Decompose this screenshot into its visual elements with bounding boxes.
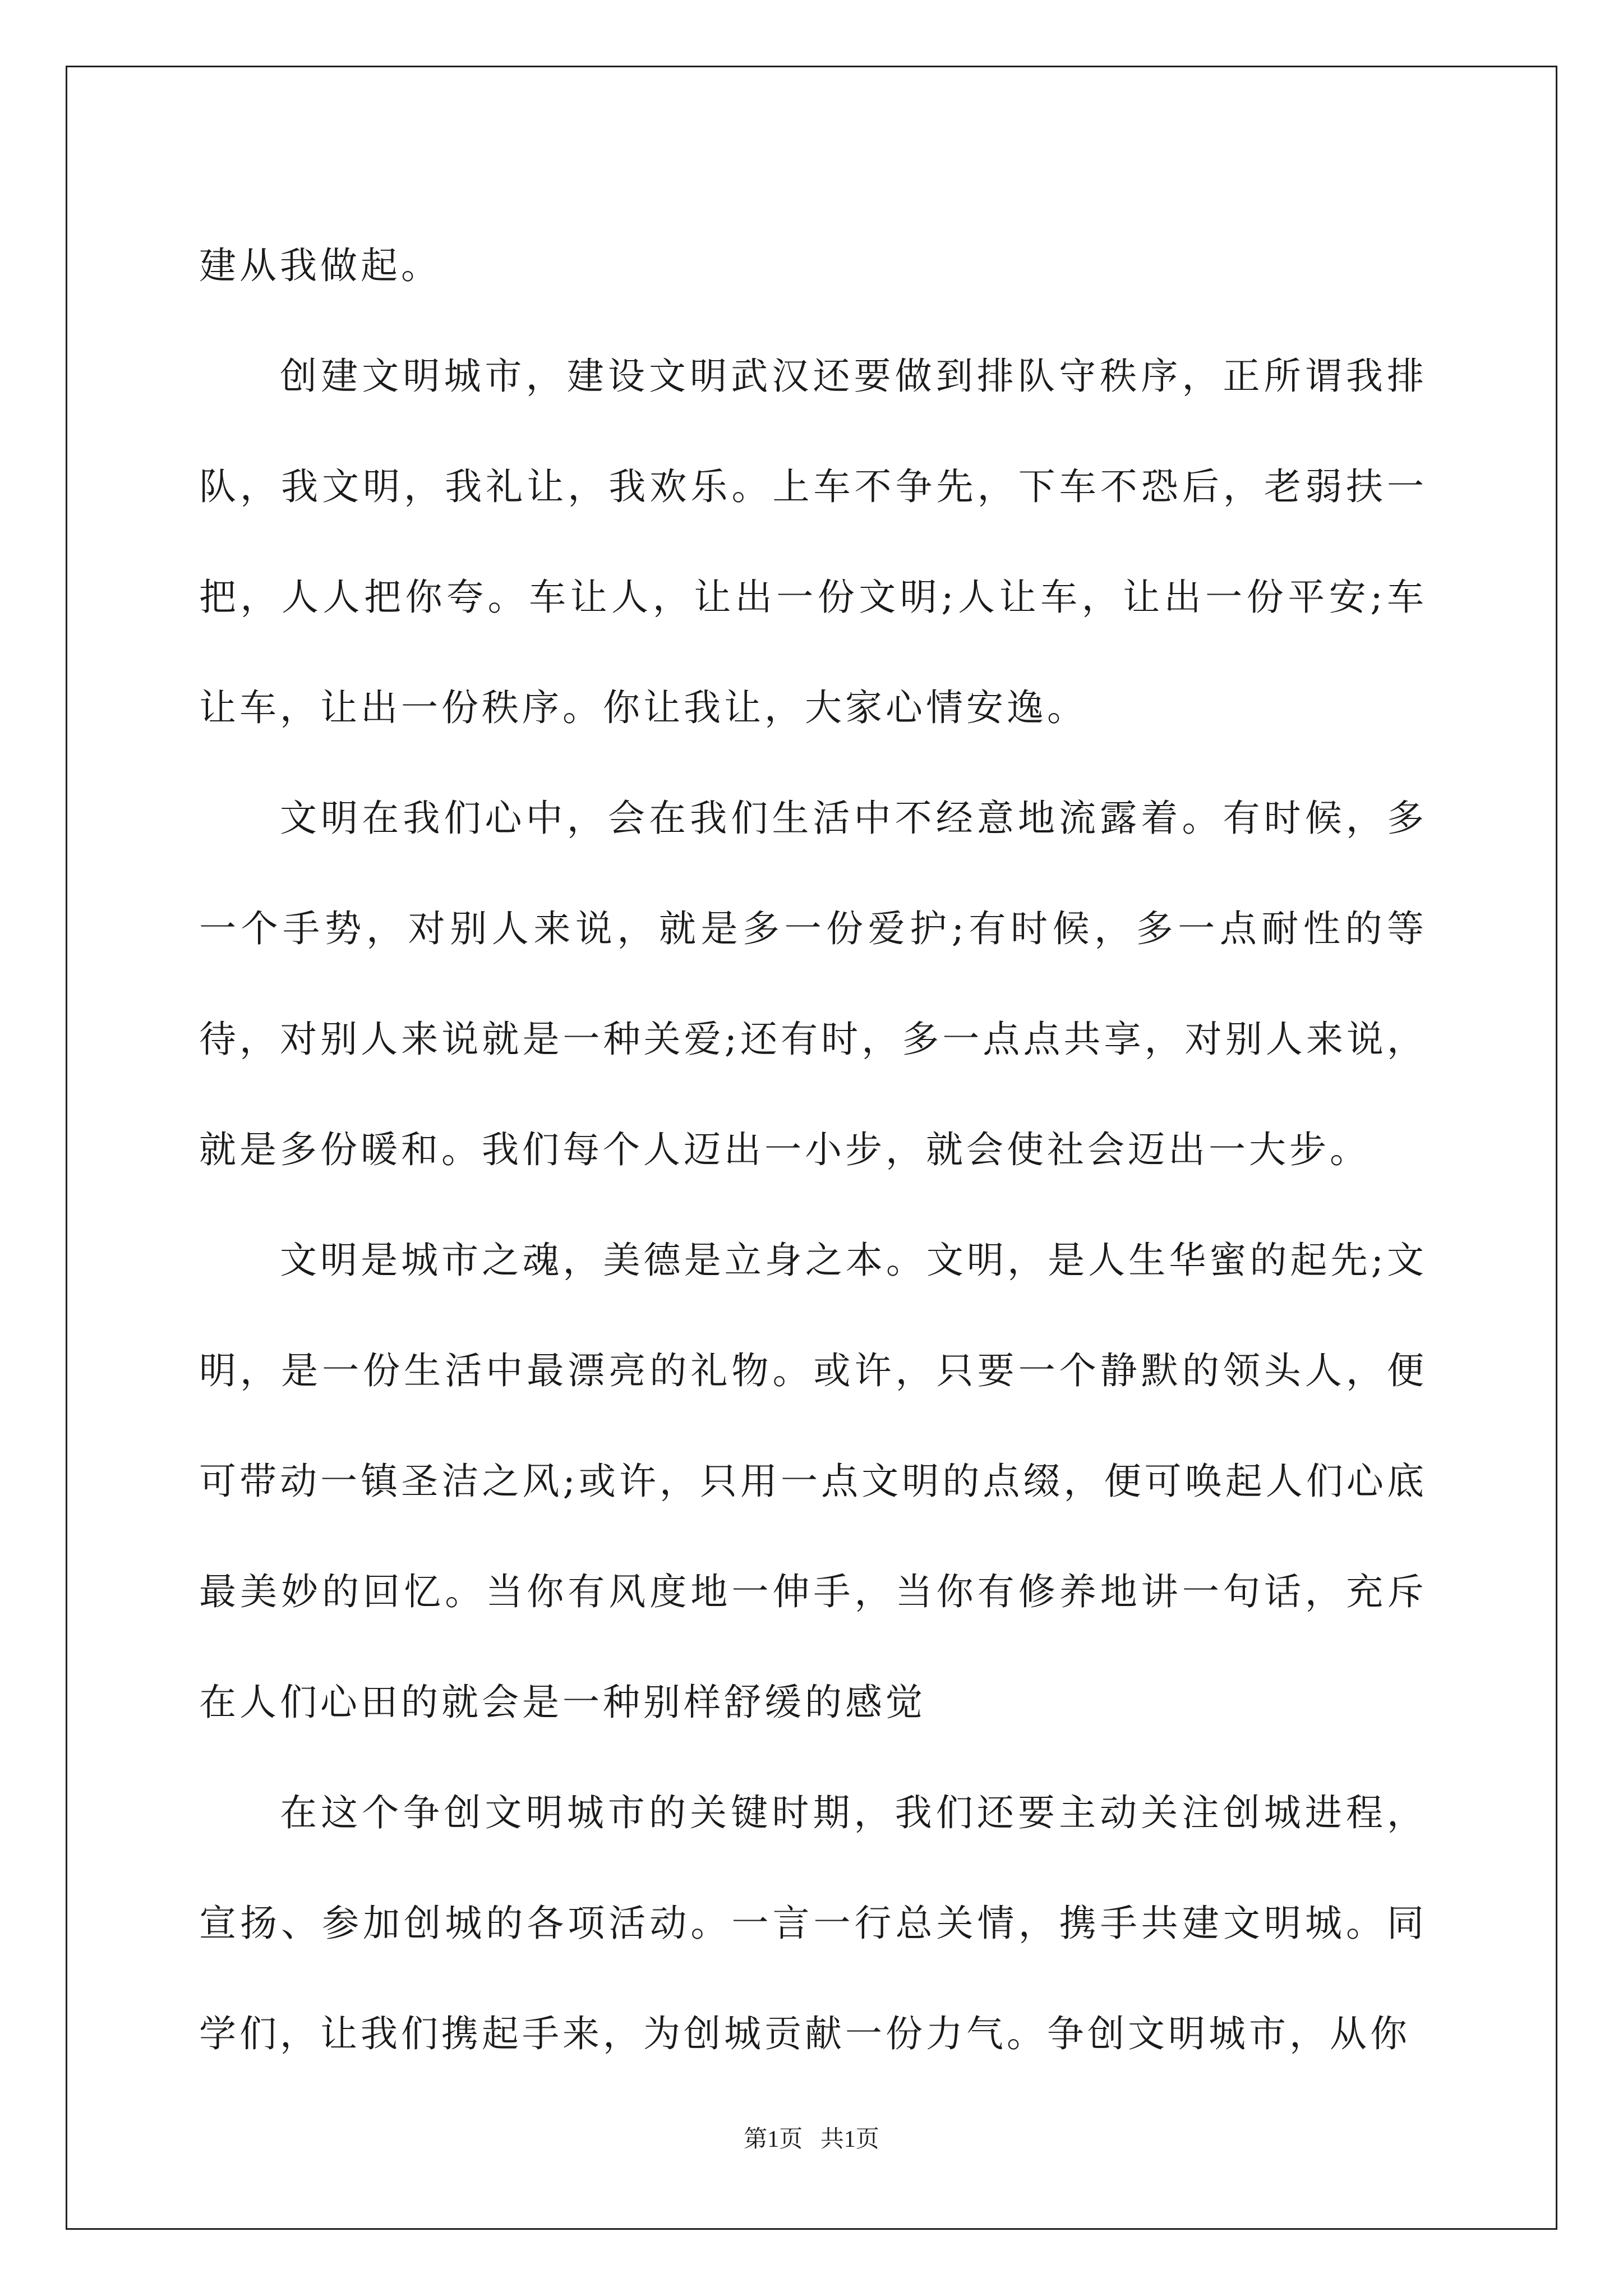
document-body: [199, 210, 1427, 2089]
page-number-current: 第1页: [744, 2127, 803, 2152]
page-footer: [0, 2120, 1623, 2154]
paragraph-3: 文明在我们心中，会在我们生活中不经意地流露着。有时候，多一个手势，对别人来说，就是多一份爱护;有时候，多一点耐性的等待，对别人来说就是一种关爱;还有时，多一点点共享，对别人来说，就是多份暖和。我们每个人迈出一小步，就会使社会迈出一大步。: [199, 797, 1427, 1171]
paragraph-5: 在这个争创文明城市的关键时期，我们还要主动关注创城进程，宣扬、参加创城的各项活动。一言一行总关情，携手共建文明城。同学们，让我们携起手来，为创城贡献一份力气。争创文明城市，从你: [199, 1791, 1427, 2055]
paragraph-4: 文明是城市之魂，美德是立身之本。文明，是人生华蜜的起先;文明，是一份生活中最漂亮的礼物。或许，只要一个静默的领头人，便可带动一镇圣洁之风;或许，只用一点文明的点缀，便可唤起人们心底最美妙的回忆。当你有风度地一伸手，当你有修养地讲一句话，充斥在人们心田的就会是一种别样舒缓的感觉: [199, 1239, 1427, 1724]
paragraph-2: 创建文明城市，建设文明武汉还要做到排队守秩序，正所谓我排队，我文明，我礼让，我欢乐。上车不争先，下车不恐后，老弱扶一把，人人把你夸。车让人，让出一份文明;人让车，让出一份平安;车让车，让出一份秩序。你让我让，大家心情安逸。: [199, 355, 1427, 729]
page-number-total: 共1页: [820, 2127, 879, 2152]
paragraph-1: 建从我做起。: [199, 244, 441, 287]
